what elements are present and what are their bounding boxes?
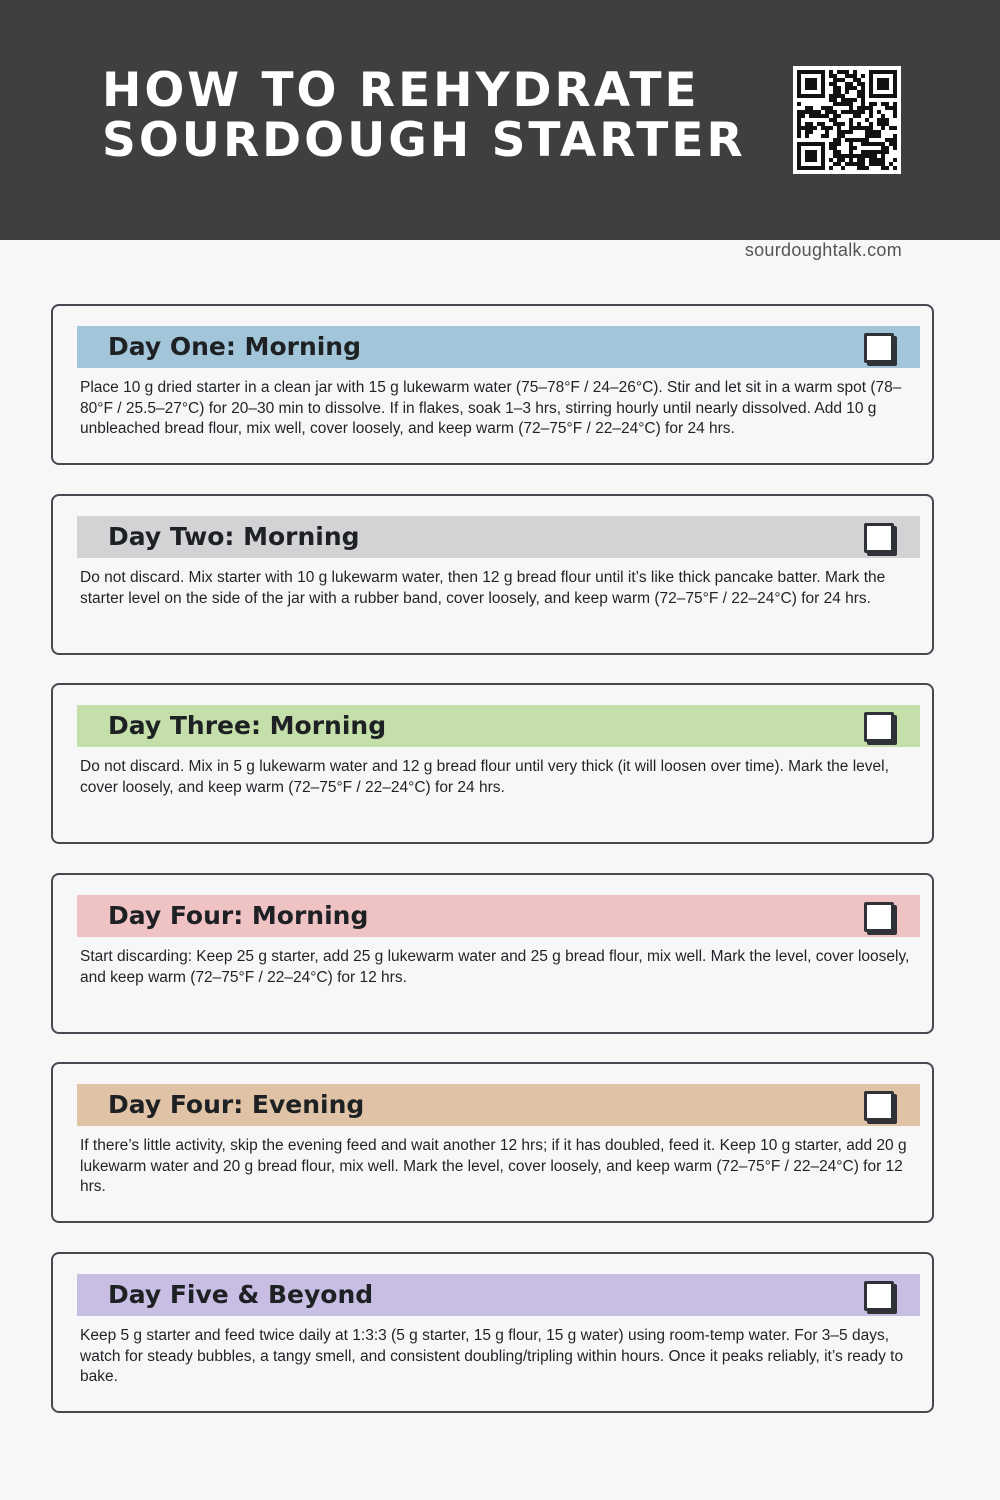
step-title: Day Five & Beyond [108,1280,374,1309]
step-header [77,1084,920,1126]
step-card-day-three-morning [51,683,934,844]
step-card-day-four-evening [51,1062,934,1223]
header-banner [0,0,1000,240]
step-description: Do not discard. Mix starter with 10 g lukewarm water, then 12 g bread flour until it’s like thick pancake batter. Mark the starter level on the side of the jar with a rubber band, cover loosely, and keep warm (72–75°F / 22–24°C) for 24 hrs. [80,569,886,607]
step-checkbox[interactable] [864,902,894,932]
qr-code-icon[interactable] [793,66,901,174]
qr-finder-center [877,78,889,90]
qr-finder-center [805,150,817,162]
step-description: Keep 5 g starter and feed twice daily at 1:3:3 (5 g starter, 15 g flour, 15 g water) using room-temp water. For 3–5 days, watch for steady bubbles, a tangy smell, and consistent doubling/tripling within hours. Once it peaks reliably, it’s ready to bake. [80,1327,904,1385]
step-checkbox[interactable] [864,712,894,742]
step-checkbox[interactable] [864,523,894,553]
step-description: Start discarding: Keep 25 g starter, add 25 g lukewarm water and 25 g bread flour, mix well. Mark the level, cover loosely, and keep warm (72–75°F / 22–24°C) for 12 hrs. [80,948,910,986]
page-title [102,63,746,168]
step-checkbox[interactable] [864,1091,894,1121]
step-header [77,516,920,558]
step-header [77,326,920,368]
step-checkbox[interactable] [864,333,894,363]
step-description: Do not discard. Mix in 5 g lukewarm water and 12 g bread flour until very thick (it will loosen over time). Mark the level, cover loosely, and keep warm (72–75°F / 22–24°C) for 24 hrs. [80,758,889,796]
title-line-2: SOURDOUGH STARTER [102,113,746,168]
step-header [77,1274,920,1316]
step-checkbox[interactable] [864,1281,894,1311]
step-description: Place 10 g dried starter in a clean jar with 15 g lukewarm water (75–78°F / 24–26°C). Stir and let sit in a warm spot (78–80°F / 25.5–27°C) for 20–30 min to dissolve. If in flakes, soak 1–3 hrs, stirring hourly until nearly dissolved. Add 10 g unbleached bread flour, mix well, cover loosely, and keep warm (72–75°F / 22–24°C) for 24 hrs. [80,379,902,437]
step-card-day-four-morning [51,873,934,1034]
step-title: Day Two: Morning [108,522,360,551]
step-header [77,705,920,747]
site-url: sourdoughtalk.com [744,240,902,260]
qr-finder-center [805,78,817,90]
step-title: Day Four: Morning [108,901,369,930]
step-header [77,895,920,937]
step-card-day-five-beyond [51,1252,934,1413]
step-card-day-one-morning [51,304,934,465]
step-card-day-two-morning [51,494,934,655]
step-title: Day Four: Evening [108,1090,365,1119]
title-line-1: HOW TO REHYDRATE [102,63,700,118]
step-title: Day Three: Morning [108,711,387,740]
step-description: If there’s little activity, skip the evening feed and wait another 12 hrs; if it has doubled, feed it. Keep 10 g starter, add 20 g lukewarm water and 20 g bread flour, mix well. Mark the level, cover loosely, and keep warm (72–75°F / 22–24°C) for 12 hrs. [80,1137,907,1195]
step-title: Day One: Morning [108,332,362,361]
